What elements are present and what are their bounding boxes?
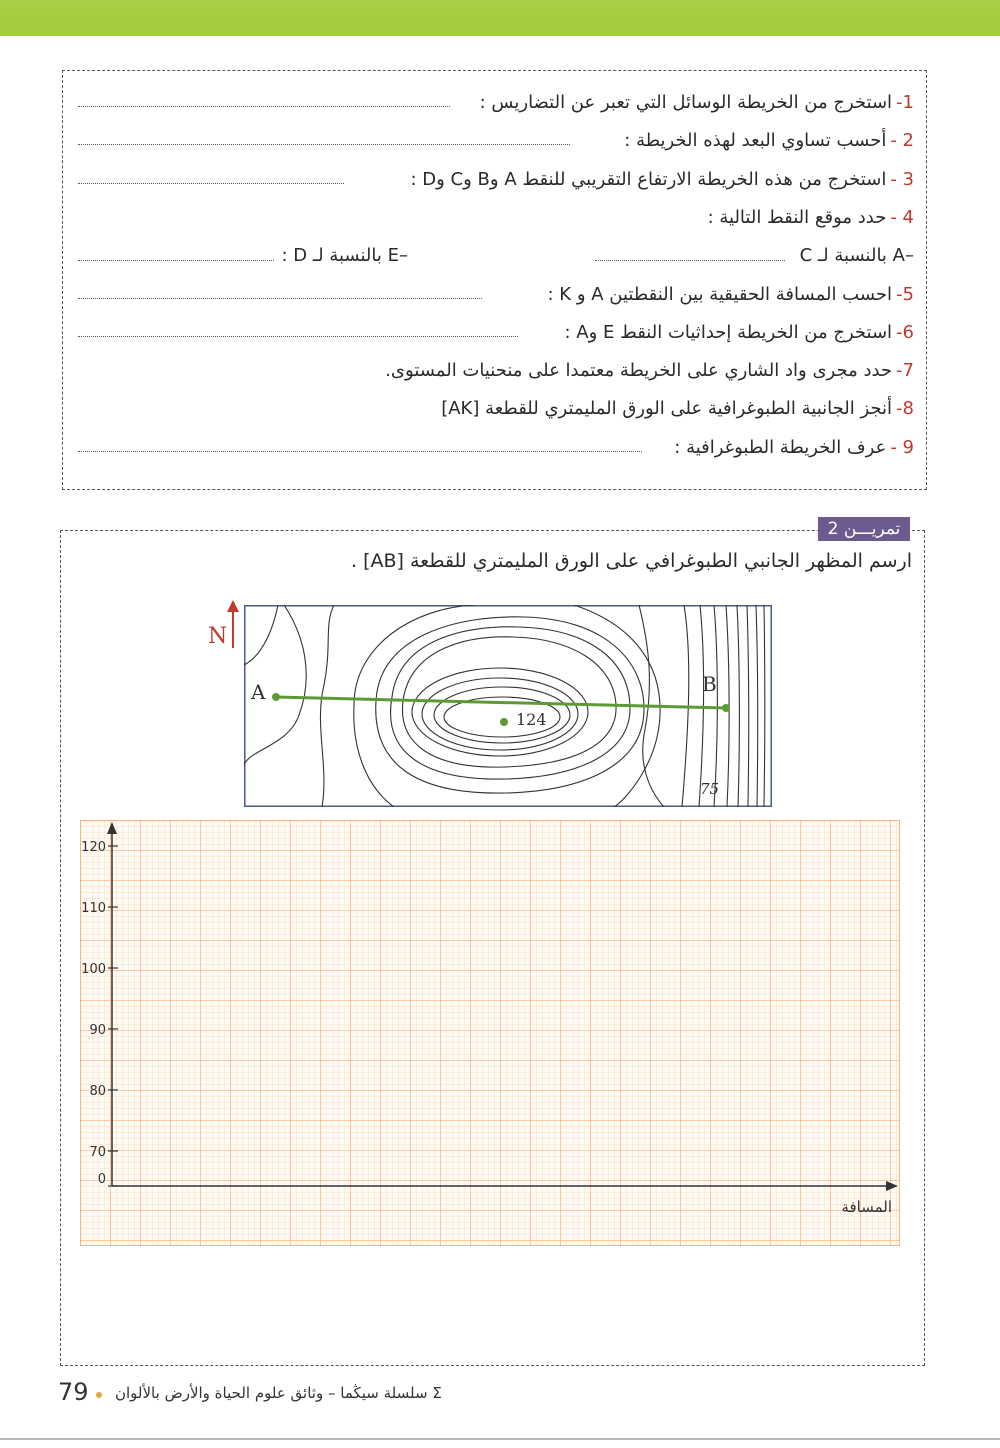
question-4 <box>708 207 914 228</box>
bottom-rule <box>0 1438 1000 1440</box>
y-tick-label: 90 <box>89 1023 106 1038</box>
answer-line[interactable] <box>78 144 570 145</box>
answer-line[interactable] <box>595 260 785 261</box>
question-1 <box>480 92 914 113</box>
question-number: 8- <box>896 398 914 419</box>
question-9 <box>674 437 914 458</box>
answer-line[interactable] <box>78 106 450 107</box>
point-a-marker <box>272 693 280 701</box>
x-axis-label: المسافة <box>841 1198 892 1216</box>
question-7 <box>385 360 914 381</box>
question-text: استخرج من الخريطة إحداثيات النقط E وA : <box>564 322 893 343</box>
question-text: استخرج من هذه الخريطة الارتفاع التقريبي للنقط A وB وC وD : <box>410 169 887 190</box>
question-text: حدد موقع النقط التالية : <box>707 207 887 228</box>
question-6 <box>564 322 914 343</box>
answer-line[interactable] <box>78 183 344 184</box>
question-text: احسب المسافة الحقيقية بين النقطتين A و K : <box>547 284 893 305</box>
y-tick-label: 100 <box>81 962 106 977</box>
y-tick-label: 110 <box>81 901 106 916</box>
north-arrow-icon <box>226 600 240 648</box>
footer-text: Σ سلسلة سيڭما – وثائق علوم الحياة والأرض بالألوان <box>115 1384 442 1402</box>
y-tick-label: 80 <box>89 1084 106 1099</box>
question-text: أنجز الجانبية الطبوغرافية على الورق المليمتري للقطعة [AK] <box>441 398 893 419</box>
question-number: 5- <box>896 284 914 305</box>
question-number: 2 - <box>890 130 914 151</box>
question-number: 4 - <box>890 207 914 228</box>
question-number: 9 - <box>890 437 914 458</box>
answer-line[interactable] <box>78 260 274 261</box>
question-5 <box>547 284 914 305</box>
page-number: 79 <box>58 1378 89 1406</box>
y-tick-label: 120 <box>81 840 106 855</box>
question-number: 7- <box>896 360 914 381</box>
question-text: –A بالنسبة لـ C <box>799 245 914 266</box>
question-number: 1- <box>896 92 914 113</box>
summit-marker <box>500 718 508 726</box>
question-text: عرف الخريطة الطبوغرافية : <box>674 437 887 458</box>
question-text: أحسب تساوي البعد لهذه الخريطة : <box>624 130 887 151</box>
exercise-2-badge: تمريـــن 2 <box>818 517 910 541</box>
point-a-label: A <box>251 680 266 704</box>
question-text: حدد مجرى واد الشاري على الخريطة معتمدا على منحنيات المستوى. <box>385 360 893 381</box>
question-text: –E بالنسبة لـ D : <box>281 245 408 266</box>
north-label: N <box>208 624 228 649</box>
question-8 <box>441 398 914 419</box>
point-b-label: B <box>702 672 717 696</box>
millimetric-graph[interactable] <box>80 820 900 1246</box>
summit-label: 124 <box>516 710 547 729</box>
question-3 <box>410 169 914 190</box>
question-number: 3 - <box>890 169 914 190</box>
topographic-map <box>244 605 772 807</box>
question-number: 6- <box>896 322 914 343</box>
answer-line[interactable] <box>78 451 642 452</box>
answer-line[interactable] <box>78 336 518 337</box>
question-text: استخرج من الخريطة الوسائل التي تعبر عن التضاريس : <box>479 92 893 113</box>
question-2 <box>624 130 914 151</box>
question-4-part-a <box>800 245 914 266</box>
footer-dot <box>96 1392 102 1398</box>
exercise-2-instruction: ارسم المظهر الجانبي الطبوغرافي على الورق المليمتري للقطعة [AB] . <box>350 550 912 572</box>
top-green-band <box>0 0 1000 36</box>
y-tick-label: 70 <box>89 1145 106 1160</box>
contour-label: 75 <box>700 780 720 798</box>
answer-line[interactable] <box>78 298 482 299</box>
question-4-part-e <box>281 245 408 266</box>
y-tick-label: 0 <box>97 1172 106 1187</box>
point-b-marker <box>722 704 730 712</box>
